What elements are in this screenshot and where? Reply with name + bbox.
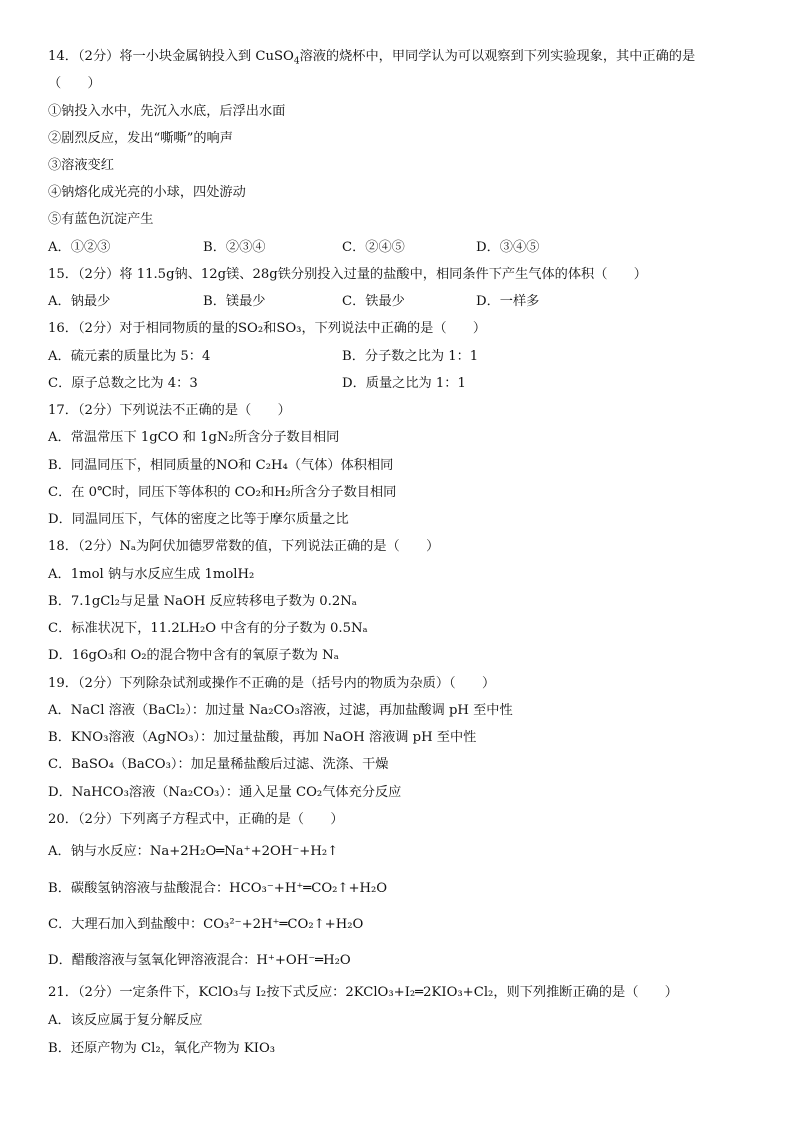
- question-21-stem: 21．（2分）一定条件下，KClO₃与 I₂按下式反应：2KClO₃+I₂═2KIO₃+Cl₂，则下列推断正确的是（ ）: [48, 985, 678, 1000]
- question-21-option-b: B．还原产物为 Cl₂，氧化产物为 KIO₃: [48, 1041, 276, 1056]
- question-15-option-c: C．铁最少: [342, 294, 405, 309]
- question-14-option-c: C．②④⑤: [342, 240, 405, 255]
- question-16-option-b: B．分子数之比为 1：1: [342, 349, 479, 364]
- question-19-option-b: B．KNO₃溶液（AgNO₃）：加过量盐酸，再加 NaOH 溶液调 pH 至中性: [48, 730, 477, 745]
- question-20-stem: 20．（2分）下列离子方程式中，正确的是（ ）: [48, 812, 344, 827]
- question-21-option-a: A．该反应属于复分解反应: [48, 1013, 203, 1028]
- question-17-option-c: C．在 0℃时，同压下等体积的 CO₂和H₂所含分子数目相同: [48, 485, 397, 500]
- question-20-option-c: C．大理石加入到盐酸中：CO₃²⁻+2H⁺═CO₂↑+H₂O: [48, 917, 364, 932]
- question-18-option-a: A．1mol 钠与水反应生成 1molH₂: [48, 567, 255, 582]
- question-20-option-d: D．醋酸溶液与氢氧化钾溶液混合：H⁺+OH⁻═H₂O: [48, 953, 351, 968]
- question-18-option-c: C．标准状况下，11.2LH₂O 中含有的分子数为 0.5Nₐ: [48, 621, 368, 636]
- question-14-option-b: B．②③④: [203, 240, 266, 255]
- question-19-option-a: A．NaCl 溶液（BaCl₂）：加过量 Na₂CO₃溶液，过滤，再加盐酸调 pH 至中性: [48, 703, 513, 718]
- question-16-option-a: A．硫元素的质量比为 5：4: [48, 349, 211, 364]
- question-20-option-b: B．碳酸氢钠溶液与盐酸混合：HCO₃⁻+H⁺═CO₂↑+H₂O: [48, 881, 388, 896]
- statement-3: ③溶液变红: [48, 158, 114, 173]
- question-19-option-d: D．NaHCO₃溶液（Na₂CO₃）：通入足量 CO₂气体充分反应: [48, 785, 402, 800]
- statement-5: ⑤有蓝色沉淀产生: [48, 212, 154, 227]
- question-18-option-b: B．7.1gCl₂与足量 NaOH 反应转移电子数为 0.2Nₐ: [48, 594, 357, 609]
- question-16-stem: 16．（2分）对于相同物质的量的SO₂和SO₃，下列说法中正确的是（ ）: [48, 321, 487, 336]
- question-19-option-c: C．BaSO₄（BaCO₃）：加足量稀盐酸后过滤、洗涤、干燥: [48, 757, 389, 772]
- question-17-option-b: B．同温同压下，相同质量的NO和 C₂H₄（气体）体积相同: [48, 458, 394, 473]
- question-19-stem: 19．（2分）下列除杂试剂或操作不正确的是（括号内的物质为杂质）（ ）: [48, 676, 496, 691]
- question-16-option-c: C．原子总数之比为 4：3: [48, 376, 198, 391]
- statement-1: ①钠投入水中，先沉入水底，后浮出水面: [48, 104, 286, 119]
- question-16-option-d: D．质量之比为 1：1: [342, 376, 466, 391]
- question-14-stem: 14．（2分）将一小块金属钠投入到 CuSO$_4$溶液的烧杯中，甲同学认为可以观察到下列实验现象，其中正确的是: [48, 49, 696, 67]
- question-14-option-d: D．③④⑤: [476, 240, 540, 255]
- statement-4: ④钠熔化成光亮的小球，四处游动: [48, 185, 246, 200]
- question-14-option-a: A．①②③: [48, 240, 111, 255]
- question-15-option-a: A．钠最少: [48, 294, 111, 309]
- question-17-option-a: A．常温常压下 1gCO 和 1gN₂所含分子数目相同: [48, 430, 340, 445]
- question-17-stem: 17．（2分）下列说法不正确的是（ ）: [48, 403, 291, 418]
- question-18-stem: 18．（2分）Nₐ为阿伏加德罗常数的值，下列说法正确的是（ ）: [48, 539, 440, 554]
- question-18-option-d: D．16gO₃和 O₂的混合物中含有的氧原子数为 Nₐ: [48, 648, 339, 663]
- question-15-option-b: B．镁最少: [203, 294, 266, 309]
- question-15-option-d: D．一样多: [476, 294, 540, 309]
- question-14-stem-cont: （ ）: [48, 76, 101, 91]
- question-15-stem: 15．（2分）将 11.5g钠、12g镁、28g铁分别投入过量的盐酸中，相同条件下产生气体的体积（ ）: [48, 267, 647, 282]
- statement-2: ②剧烈反应，发出“嘶嘶”的响声: [48, 131, 233, 146]
- question-17-option-d: D．同温同压下，气体的密度之比等于摩尔质量之比: [48, 512, 349, 527]
- question-20-option-a: A．钠与水反应：Na+2H₂O═Na⁺+2OH⁻+H₂↑: [48, 844, 339, 859]
